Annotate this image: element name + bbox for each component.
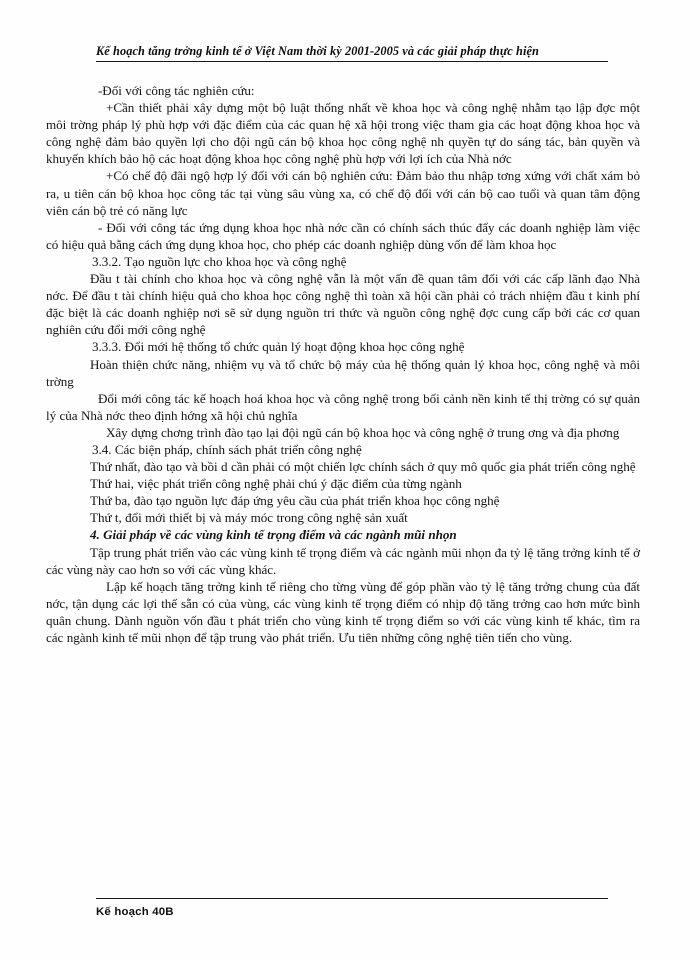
paragraph-measure-second: Thứ hai, việc phát triển công nghệ phải chú ý đặc điểm của từng ngành (90, 476, 462, 492)
paragraph-planning-innovation: Đổi mới công tác kế hoạch hoá khoa học và công nghệ trong bối cảnh nền kinh tế thị trờng có sự quản lý của Nhà nớc theo định hớng xã hội chủ nghĩa (46, 390, 640, 423)
paragraph-key-regions: Tập trung phát triển vào các vùng kinh tế trọng điểm và các ngành mũi nhọn đa tỷ lệ tăng trởng kinh tế ở các vùng này cao hơn so với các vùng khác. (46, 544, 640, 577)
paragraph-science-application: - Đối với công tác ứng dụng khoa học nhà nớc cần có chính sách thúc đẩy các doanh nghiệp làm việc có hiệu quả bằng cách ứng dụng khoa học, cho phép các doanh nghiệp dùng vốn để làm khoa học (46, 219, 640, 252)
heading-3-3-2: 3.3.2. Tạo nguồn lực cho khoa học và công nghệ (92, 253, 347, 269)
paragraph-financial-investment: Đầu t tài chính cho khoa học và công nghệ vẫn là một vấn đề quan tâm đối với các cấp lãnh đạo Nhà nớc. Để đầu t tài chính hiệu quả cho khoa học công nghệ thì toàn xã hội cần phải có trách nhiệm đầu t kinh phí đặc biệt là các doanh nghiệp nơi sẽ sử dụng nguồn tri thức và nguồn công nghệ đợc cung cấp bởi các cơ quan nghiên cứu đổi mới công nghệ (46, 271, 640, 338)
paragraph-retraining-program: Xây dựng chơng trình đào tạo lại đội ngũ cán bộ khoa học và công nghệ ở trung ơng và địa phơng (106, 424, 620, 440)
heading-3-4: 3.4. Các biện pháp, chính sách phát triển công nghệ (92, 441, 362, 457)
paragraph-management-system: Hoàn thiện chức năng, nhiệm vụ và tổ chức bộ máy của hệ thống quản lý khoa học, công nghệ và môi trờng (46, 356, 640, 389)
footer-label: Kế hoạch 40B (96, 906, 174, 918)
paragraph-measure-first: Thứ nhất, đào tạo và bồi d cần phải có một chiến lợc chính sách ở quy mô quốc gia phát triển công nghệ (90, 459, 636, 475)
footer-divider (96, 898, 608, 899)
document-footer (96, 898, 608, 918)
paragraph-measure-third: Thứ ba, đào tạo nguồn lực đáp ứng yêu cầu của phát triển khoa học công nghệ (90, 493, 500, 509)
paragraph-research-work-intro: -Đối với công tác nghiên cứu: (98, 83, 255, 98)
paragraph-remuneration-policy: +Có chế độ đãi ngộ hợp lý đối với cán bộ nghiên cứu: Đảm bảo thu nhập tơng xứng với chất xám bỏ ra, u tiên cán bộ khoa học công tác tại vùng sâu vùng xa, có chế độ đối với cán bộ cao tuổi và quan tâm động viên cán bộ trẻ có năng lực (46, 168, 640, 218)
document-header (96, 44, 608, 62)
document-body (46, 82, 640, 646)
heading-3-3-3: 3.3.3. Đổi mới hệ thống tổ chức quản lý hoạt động khoa học công nghệ (92, 339, 465, 355)
header-divider (96, 61, 608, 62)
paragraph-unified-law: +Cần thiết phải xây dựng một bộ luật thống nhất về khoa học và công nghệ nhằm tạo lập đợc một môi trờng pháp lý phù hợp với đặc điểm của các quan hệ xã hội trong việc tham gia các hoạt động khoa học và công nghệ đảm bảo quyền lợi cho đội ngũ cán bộ khoa học công nghệ nh quyền tự do sáng tác, bản quyền và khuyến khích bảo hộ các hoạt động khoa học công nghệ phù hợp với lợi ích của Nhà nớc (46, 100, 640, 167)
paragraph-measure-fourth: Thứ t, đổi mới thiết bị và máy móc trong công nghệ sản xuất (90, 510, 408, 526)
header-title: Kế hoạch tăng trởng kinh tế ở Việt Nam thời kỳ 2001-2005 và các giải pháp thực hiện (96, 44, 539, 58)
paragraph-regional-growth-plan: Lập kế hoạch tăng trởng kinh tế riêng cho từng vùng để góp phần vào tỷ lệ tăng trởng chung của đất nớc, tận dụng các lợi thế sẵn có của vùng, các vùng kinh tế trọng điểm có nhịp độ tăng trởng cao hơn mức bình quân chung. Dành nguồn vốn đầu t phát triển cho vùng kinh tế trọng điểm so với các vùng kinh tế khác, tìm ra các ngành kinh tế mũi nhọn để tập trung vào phát triển. Ưu tiên những công nghệ tiên tiến cho vùng. (46, 578, 640, 645)
heading-4: 4. Giải pháp về các vùng kinh tế trọng điểm và các ngành mũi nhọn (90, 527, 457, 543)
